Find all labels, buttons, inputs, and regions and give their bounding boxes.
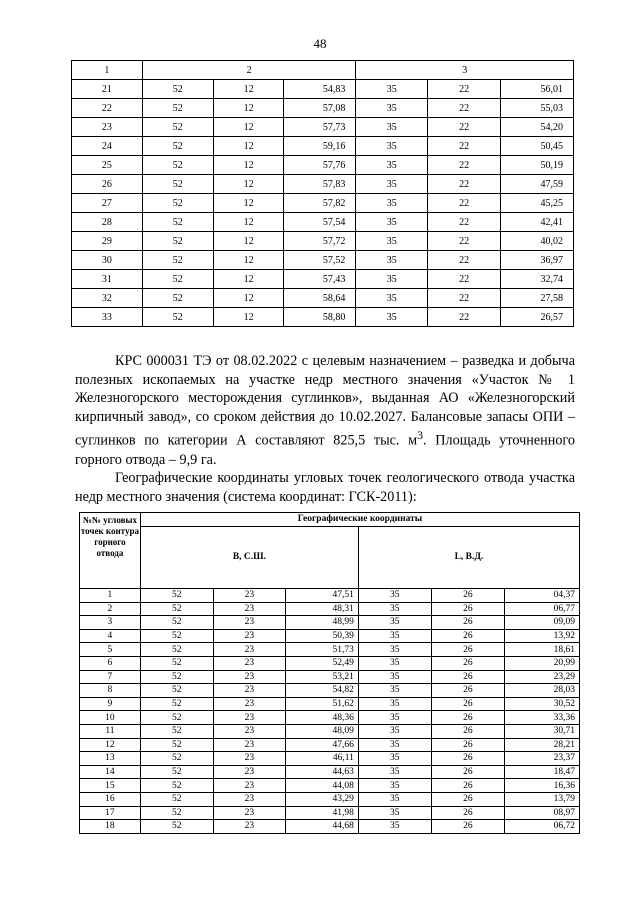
coordinate-cell: 23 xyxy=(213,697,286,711)
coordinate-cell: 23,29 xyxy=(505,670,580,684)
coordinate-cell: 23 xyxy=(213,643,286,657)
coordinate-cell: 45,25 xyxy=(501,194,574,213)
coordinate-cell: 22 xyxy=(428,137,501,156)
coordinate-cell: 26 xyxy=(431,629,505,643)
coordinate-cell: 52 xyxy=(142,118,213,137)
point-number-cell: 14 xyxy=(80,765,141,779)
table-row xyxy=(80,643,580,657)
coordinate-cell: 35 xyxy=(358,820,431,834)
point-number-cell: 7 xyxy=(80,670,141,684)
table-row xyxy=(72,194,574,213)
point-number-cell: 27 xyxy=(72,194,143,213)
coordinate-cell: 23 xyxy=(213,711,286,725)
longitude-header: L, В.Д. xyxy=(358,527,579,589)
coordinate-cell: 51,73 xyxy=(286,643,359,657)
coordinate-cell: 40,02 xyxy=(501,232,574,251)
coordinate-cell: 12 xyxy=(213,156,284,175)
coordinate-cell: 26 xyxy=(431,752,505,766)
coordinate-cell: 57,83 xyxy=(284,175,356,194)
coordinate-cell: 35 xyxy=(358,589,431,603)
point-number-cell: 8 xyxy=(80,684,141,698)
coordinate-cell: 23 xyxy=(213,752,286,766)
coordinate-cell: 35 xyxy=(358,752,431,766)
point-number-cell: 33 xyxy=(72,308,143,327)
coordinate-cell: 57,76 xyxy=(284,156,356,175)
table-row xyxy=(80,752,580,766)
coordinate-cell: 41,98 xyxy=(286,806,359,820)
coordinate-cell: 44,08 xyxy=(286,779,359,793)
coordinate-cell: 22 xyxy=(428,99,501,118)
point-number-cell: 23 xyxy=(72,118,143,137)
column-group-header: 3 xyxy=(356,61,574,80)
coordinate-cell: 12 xyxy=(213,194,284,213)
coordinate-cell: 35 xyxy=(358,724,431,738)
coordinate-cell: 35 xyxy=(358,616,431,630)
coordinate-cell: 52 xyxy=(140,738,213,752)
coordinates-intro-paragraph: Географические координаты угловых точек геологического отвода участка недр местного значения (система координат: ГСК-2011): xyxy=(75,470,575,505)
point-number-cell: 21 xyxy=(72,80,143,99)
table-row xyxy=(80,602,580,616)
table-row xyxy=(80,589,580,603)
coordinate-cell: 06,77 xyxy=(505,602,580,616)
point-number-cell: 10 xyxy=(80,711,141,725)
table-row xyxy=(80,792,580,806)
table-row xyxy=(80,629,580,643)
coordinate-cell: 35 xyxy=(356,99,428,118)
coordinate-cell: 23 xyxy=(213,602,286,616)
coordinate-cell: 26 xyxy=(431,779,505,793)
coordinate-cell: 12 xyxy=(213,213,284,232)
coordinate-cell: 59,16 xyxy=(284,137,356,156)
coordinate-cell: 52 xyxy=(140,792,213,806)
coordinate-cell: 35 xyxy=(358,779,431,793)
coordinate-cell: 48,31 xyxy=(286,602,359,616)
table-row xyxy=(72,213,574,232)
coordinate-cell: 35 xyxy=(356,232,428,251)
coordinate-cell: 26 xyxy=(431,724,505,738)
coordinate-cell: 52 xyxy=(142,99,213,118)
coordinate-cell: 22 xyxy=(428,232,501,251)
table-row xyxy=(80,684,580,698)
coordinate-cell: 52 xyxy=(142,289,213,308)
coordinate-cell: 35 xyxy=(358,711,431,725)
coordinate-cell: 54,20 xyxy=(501,118,574,137)
geographic-coordinates-header: Географические координаты xyxy=(140,513,579,527)
coordinate-cell: 55,03 xyxy=(501,99,574,118)
table-row xyxy=(72,156,574,175)
text-block xyxy=(75,352,575,506)
coordinate-cell: 23 xyxy=(213,629,286,643)
coordinate-cell: 35 xyxy=(358,792,431,806)
coordinate-cell: 36,97 xyxy=(501,251,574,270)
coordinate-cell: 26 xyxy=(431,602,505,616)
coordinate-cell: 35 xyxy=(358,643,431,657)
coordinate-cell: 52 xyxy=(140,684,213,698)
coordinate-cell: 13,92 xyxy=(505,629,580,643)
coordinate-cell: 35 xyxy=(356,270,428,289)
coordinate-cell: 13,79 xyxy=(505,792,580,806)
coordinate-cell: 35 xyxy=(356,308,428,327)
coordinate-cell: 22 xyxy=(428,80,501,99)
coordinate-cell: 48,99 xyxy=(286,616,359,630)
coordinate-cell: 35 xyxy=(358,684,431,698)
coordinate-cell: 57,52 xyxy=(284,251,356,270)
coordinate-cell: 28,21 xyxy=(505,738,580,752)
point-number-cell: 9 xyxy=(80,697,141,711)
coordinate-cell: 22 xyxy=(428,118,501,137)
coordinate-cell: 35 xyxy=(356,213,428,232)
coordinate-cell: 52 xyxy=(142,308,213,327)
coordinate-cell: 52 xyxy=(140,643,213,657)
coordinate-cell: 57,43 xyxy=(284,270,356,289)
table-row xyxy=(80,616,580,630)
coordinate-cell: 23 xyxy=(213,779,286,793)
point-number-cell: 17 xyxy=(80,806,141,820)
column-number-header: 1 xyxy=(72,61,143,80)
coordinate-cell: 35 xyxy=(356,175,428,194)
coordinate-cell: 23 xyxy=(213,765,286,779)
coordinate-cell: 22 xyxy=(428,213,501,232)
coordinate-cell: 22 xyxy=(428,251,501,270)
coordinate-cell: 52 xyxy=(140,589,213,603)
coordinate-cell: 12 xyxy=(213,308,284,327)
coordinate-cell: 53,21 xyxy=(286,670,359,684)
point-number-cell: 1 xyxy=(80,589,141,603)
point-number-cell: 5 xyxy=(80,643,141,657)
coordinate-cell: 28,03 xyxy=(505,684,580,698)
coordinate-cell: 18,61 xyxy=(505,643,580,657)
coordinate-cell: 52 xyxy=(140,779,213,793)
coordinate-cell: 26 xyxy=(431,792,505,806)
point-number-cell: 24 xyxy=(72,137,143,156)
coordinate-cell: 35 xyxy=(358,602,431,616)
point-number-cell: 25 xyxy=(72,156,143,175)
coordinate-cell: 23,37 xyxy=(505,752,580,766)
table-row xyxy=(80,656,580,670)
coordinate-cell: 47,51 xyxy=(286,589,359,603)
coordinate-cell: 48,09 xyxy=(286,724,359,738)
coordinate-cell: 43,29 xyxy=(286,792,359,806)
coordinate-cell: 12 xyxy=(213,289,284,308)
coordinate-cell: 47,59 xyxy=(501,175,574,194)
table-body xyxy=(80,589,580,834)
coordinate-cell: 26 xyxy=(431,670,505,684)
coordinate-cell: 23 xyxy=(213,738,286,752)
coordinate-cell: 54,82 xyxy=(286,684,359,698)
table-body xyxy=(72,80,574,327)
coordinate-cell: 22 xyxy=(428,308,501,327)
coordinate-cell: 23 xyxy=(213,670,286,684)
coordinate-cell: 26 xyxy=(431,656,505,670)
coordinate-cell: 52 xyxy=(140,724,213,738)
coordinate-cell: 52 xyxy=(140,752,213,766)
point-number-cell: 28 xyxy=(72,213,143,232)
coordinate-cell: 35 xyxy=(356,251,428,270)
coordinate-cell: 22 xyxy=(428,175,501,194)
coordinate-cell: 26 xyxy=(431,820,505,834)
coordinate-cell: 26 xyxy=(431,806,505,820)
coordinate-cell: 18,47 xyxy=(505,765,580,779)
coordinate-cell: 30,71 xyxy=(505,724,580,738)
point-number-cell: 32 xyxy=(72,289,143,308)
coordinate-cell: 48,36 xyxy=(286,711,359,725)
page-number: 48 xyxy=(313,36,327,51)
point-number-header: №№ угловых точек контура горного отвода xyxy=(80,513,141,589)
coordinate-cell: 52 xyxy=(142,232,213,251)
coordinate-cell: 57,82 xyxy=(284,194,356,213)
coordinate-cell: 23 xyxy=(213,684,286,698)
coordinate-cell: 47,66 xyxy=(286,738,359,752)
coordinate-cell: 22 xyxy=(428,156,501,175)
coordinate-cell: 26 xyxy=(431,697,505,711)
coordinate-cell: 12 xyxy=(213,175,284,194)
coordinate-cell: 06,72 xyxy=(505,820,580,834)
coordinate-cell: 12 xyxy=(213,251,284,270)
coordinate-cell: 52 xyxy=(140,806,213,820)
coordinate-cell: 12 xyxy=(213,80,284,99)
coordinate-cell: 54,83 xyxy=(284,80,356,99)
coordinate-cell: 58,64 xyxy=(284,289,356,308)
point-number-cell: 30 xyxy=(72,251,143,270)
coordinate-cell: 52 xyxy=(140,711,213,725)
table-row xyxy=(72,232,574,251)
coordinate-cell: 26,57 xyxy=(501,308,574,327)
coordinate-cell: 50,45 xyxy=(501,137,574,156)
table-row xyxy=(80,670,580,684)
coordinate-cell: 12 xyxy=(213,232,284,251)
point-number-cell: 4 xyxy=(80,629,141,643)
coordinate-cell: 52 xyxy=(142,213,213,232)
table-row xyxy=(80,738,580,752)
table-row xyxy=(80,765,580,779)
coordinate-cell: 57,08 xyxy=(284,99,356,118)
table-row xyxy=(72,175,574,194)
point-number-cell: 3 xyxy=(80,616,141,630)
coordinate-cell: 50,39 xyxy=(286,629,359,643)
coordinate-cell: 35 xyxy=(358,738,431,752)
coordinate-cell: 57,73 xyxy=(284,118,356,137)
coordinate-cell: 52 xyxy=(142,251,213,270)
table-row xyxy=(80,779,580,793)
coordinate-cell: 35 xyxy=(358,656,431,670)
coordinate-cell: 35 xyxy=(356,194,428,213)
table-row xyxy=(80,724,580,738)
point-number-cell: 26 xyxy=(72,175,143,194)
point-number-cell: 12 xyxy=(80,738,141,752)
coordinate-cell: 32,74 xyxy=(501,270,574,289)
coordinate-cell: 52 xyxy=(142,80,213,99)
coordinate-cell: 52 xyxy=(140,820,213,834)
coordinate-cell: 35 xyxy=(356,156,428,175)
coordinate-cell: 26 xyxy=(431,711,505,725)
coordinate-cell: 52 xyxy=(142,137,213,156)
coordinate-cell: 26 xyxy=(431,684,505,698)
point-number-cell: 31 xyxy=(72,270,143,289)
coordinate-cell: 35 xyxy=(358,765,431,779)
coordinate-cell: 52 xyxy=(142,156,213,175)
coordinate-cell: 35 xyxy=(358,697,431,711)
geographic-coordinates-table xyxy=(79,512,580,834)
point-number-cell: 18 xyxy=(80,820,141,834)
coordinate-cell: 16,36 xyxy=(505,779,580,793)
coordinate-cell: 44,63 xyxy=(286,765,359,779)
point-number-cell: 16 xyxy=(80,792,141,806)
coordinate-cell: 20,99 xyxy=(505,656,580,670)
coordinate-cell: 35 xyxy=(356,118,428,137)
table-row xyxy=(72,251,574,270)
coordinate-cell: 27,58 xyxy=(501,289,574,308)
point-number-cell: 6 xyxy=(80,656,141,670)
coordinate-cell: 23 xyxy=(213,820,286,834)
coordinate-cell: 23 xyxy=(213,724,286,738)
coordinate-cell: 35 xyxy=(356,289,428,308)
coordinate-cell: 26 xyxy=(431,765,505,779)
coordinate-cell: 51,62 xyxy=(286,697,359,711)
table-row xyxy=(80,806,580,820)
point-number-cell: 29 xyxy=(72,232,143,251)
point-number-cell: 2 xyxy=(80,602,141,616)
coordinates-table-continuation xyxy=(71,60,574,327)
coordinate-cell: 52 xyxy=(140,602,213,616)
license-text-end: . Площадь уточненного горного отвода – 9,9 га. xyxy=(75,433,575,468)
column-group-header: 2 xyxy=(142,61,356,80)
coordinate-cell: 57,54 xyxy=(284,213,356,232)
coordinate-cell: 12 xyxy=(213,99,284,118)
point-number-cell: 13 xyxy=(80,752,141,766)
coordinate-cell: 52,49 xyxy=(286,656,359,670)
point-number-cell: 22 xyxy=(72,99,143,118)
coordinate-cell: 52 xyxy=(140,670,213,684)
coordinate-cell: 35 xyxy=(356,137,428,156)
coordinate-cell: 23 xyxy=(213,806,286,820)
table-header-row xyxy=(72,61,574,80)
coordinate-cell: 09,09 xyxy=(505,616,580,630)
coordinate-cell: 57,72 xyxy=(284,232,356,251)
coordinate-cell: 22 xyxy=(428,194,501,213)
coordinate-cell: 52 xyxy=(142,175,213,194)
table-row xyxy=(72,308,574,327)
coordinate-cell: 52 xyxy=(140,765,213,779)
coordinate-cell: 58,80 xyxy=(284,308,356,327)
latitude-header: B, С.Ш. xyxy=(140,527,358,589)
table-row xyxy=(72,80,574,99)
table-row xyxy=(72,289,574,308)
coordinate-cell: 26 xyxy=(431,616,505,630)
license-text: КРС 000031 ТЭ от 08.02.2022 с целевым назначением – разведка и добыча полезных ископаемых на участке недр местного значения «Участок № 1 Железногорского месторождения суглинков», выданная АО «Железногорский кирпичный завод», со сроком действия до 10.02.2027. Балансовые запасы ОПИ – суглинков по категории А составляют 825,5 тыс. м xyxy=(75,353,575,450)
coordinate-cell: 35 xyxy=(358,629,431,643)
coordinate-cell: 26 xyxy=(431,738,505,752)
point-number-cell: 11 xyxy=(80,724,141,738)
coordinate-cell: 08,97 xyxy=(505,806,580,820)
table-row xyxy=(80,820,580,834)
coordinate-cell: 33,36 xyxy=(505,711,580,725)
coordinate-cell: 56,01 xyxy=(501,80,574,99)
coordinate-cell: 30,52 xyxy=(505,697,580,711)
coordinate-cell: 52 xyxy=(142,270,213,289)
coordinate-cell: 42,41 xyxy=(501,213,574,232)
coordinate-cell: 52 xyxy=(140,616,213,630)
superscript: 3 xyxy=(417,428,424,443)
coordinate-cell: 26 xyxy=(431,643,505,657)
coordinate-cell: 50,19 xyxy=(501,156,574,175)
coordinate-cell: 23 xyxy=(213,589,286,603)
coordinate-cell: 52 xyxy=(140,697,213,711)
coordinate-cell: 52 xyxy=(140,656,213,670)
coordinate-cell: 44,68 xyxy=(286,820,359,834)
coordinate-cell: 04,37 xyxy=(505,589,580,603)
coordinate-cell: 35 xyxy=(358,670,431,684)
table-row xyxy=(80,697,580,711)
table-row xyxy=(80,711,580,725)
coordinate-cell: 22 xyxy=(428,289,501,308)
coordinate-cell: 35 xyxy=(356,80,428,99)
coordinate-cell: 23 xyxy=(213,656,286,670)
coordinate-cell: 12 xyxy=(213,270,284,289)
coordinate-cell: 52 xyxy=(140,629,213,643)
coordinate-cell: 46,11 xyxy=(286,752,359,766)
coordinate-cell: 26 xyxy=(431,589,505,603)
coordinate-cell: 23 xyxy=(213,616,286,630)
coordinate-cell: 12 xyxy=(213,118,284,137)
table-row xyxy=(72,118,574,137)
table-row xyxy=(72,137,574,156)
coordinate-cell: 22 xyxy=(428,270,501,289)
coordinate-cell: 35 xyxy=(358,806,431,820)
coordinate-cell: 23 xyxy=(213,792,286,806)
coordinate-cell: 12 xyxy=(213,137,284,156)
point-number-cell: 15 xyxy=(80,779,141,793)
table-row xyxy=(72,99,574,118)
table-row xyxy=(72,270,574,289)
coordinate-cell: 52 xyxy=(142,194,213,213)
license-paragraph xyxy=(75,352,575,469)
